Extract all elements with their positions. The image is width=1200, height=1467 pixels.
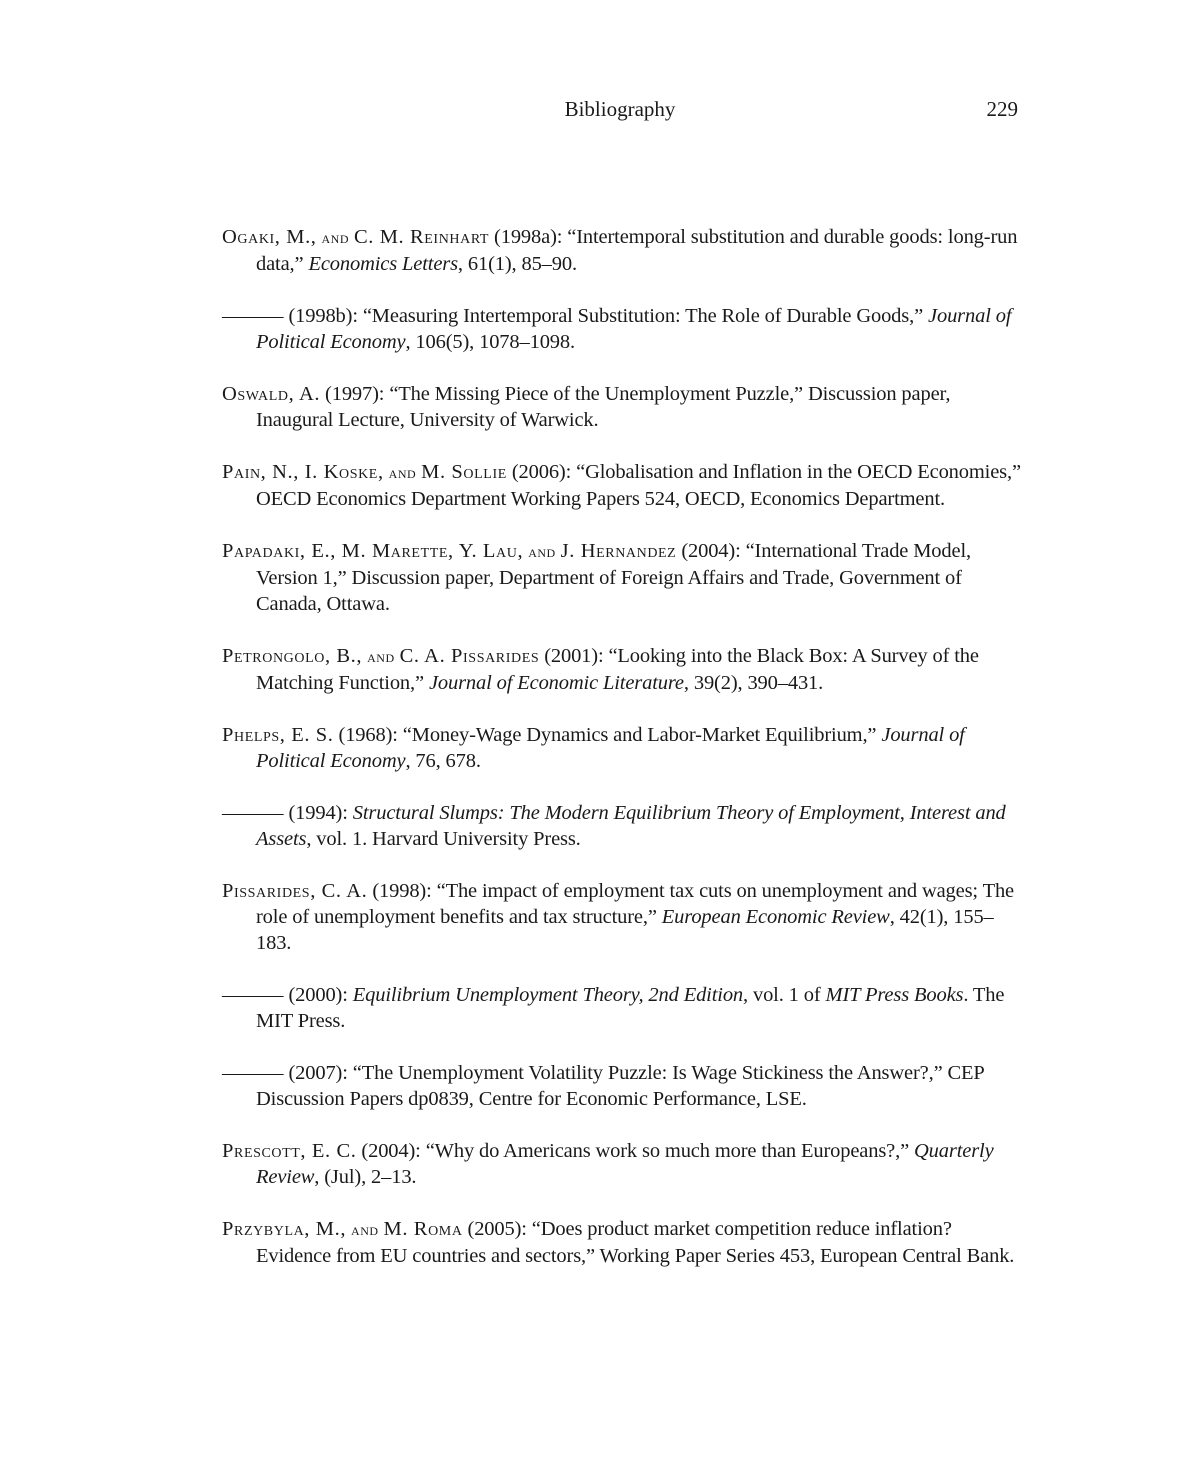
entry-authors: Pissarides, C. A.	[222, 880, 368, 902]
bib-entry-papadaki-2004	[222, 538, 1022, 617]
entry-repeat-dash: ———	[222, 1062, 284, 1084]
entry-text: (2000):	[283, 984, 353, 1006]
entry-and: and	[528, 542, 556, 561]
entry-text: (2006): “Globalisation and Inflation in the OECD Economies,” OECD Economics Department Working Papers 524, OECD, Economics Department.	[256, 461, 1021, 510]
entry-series: MIT Press Books	[825, 984, 964, 1006]
entry-text: (2001): “Looking into the Black Box: A Survey of the Matching Function,”	[256, 645, 979, 694]
entry-authors: J. Hernandez	[560, 540, 677, 562]
entry-text: , vol. 1. Harvard University Press.	[306, 828, 581, 850]
bib-entry-oswald-1997	[222, 381, 1022, 433]
entry-and: and	[367, 647, 395, 666]
entry-text: (1994):	[283, 802, 353, 824]
bib-entry-pain-2006	[222, 459, 1022, 512]
bib-entry-petrongolo-2001	[222, 643, 1022, 696]
entry-authors: M. Roma	[383, 1218, 463, 1240]
entry-and: and	[351, 1220, 379, 1239]
entry-text: (1997): “The Missing Piece of the Unemployment Puzzle,” Discussion paper, Inaugural Lecture, University of Warwick.	[256, 383, 951, 431]
entry-authors: Oswald, A.	[222, 383, 321, 405]
entry-text: , 39(2), 390–431.	[683, 672, 824, 694]
bibliography-list	[222, 224, 1022, 1269]
entry-text: (1998a): “Intertemporal substitution and durable goods: long-run data,”	[256, 226, 1018, 275]
entry-journal: Journal of Political Economy	[256, 305, 1012, 353]
entry-text: (2004): “Why do Americans work so much more than Europeans?,”	[356, 1140, 915, 1162]
entry-text: (1998): “The impact of employment tax cuts on unemployment and wages; The role of unemployment benefits and tax structure,”	[256, 880, 1015, 928]
page-number: 229	[986, 97, 1018, 121]
entry-authors: M. Sollie	[421, 461, 507, 483]
entry-text: , vol. 1 of	[743, 984, 826, 1006]
bib-entry-phelps-1968	[222, 722, 1022, 774]
running-head	[222, 94, 1018, 124]
bib-entry-pissarides-2007	[222, 1060, 1022, 1112]
entry-text: (2004): “International Trade Model, Version 1,” Discussion paper, Department of Foreign Affairs and Trade, Government of Canada, Ottawa.	[256, 540, 971, 615]
bib-entry-przybyla-2005	[222, 1216, 1022, 1269]
running-head-title: Bibliography	[564, 97, 676, 121]
bib-entry-pissarides-1998	[222, 878, 1022, 956]
entry-book-title: Equilibrium Unemployment Theory, 2nd Edition	[352, 984, 744, 1006]
entry-text: , 61(1), 85–90.	[457, 253, 577, 275]
entry-authors: Przybyla, M.,	[222, 1218, 347, 1240]
entry-text: , 76, 678.	[405, 750, 481, 772]
entry-journal: Economics Letters	[308, 253, 458, 275]
bib-entry-ogaki-1998a	[222, 224, 1022, 277]
entry-authors: Pain, N., I. Koske,	[222, 461, 384, 483]
entry-text: (2007): “The Unemployment Volatility Puzzle: Is Wage Stickiness the Answer?,” CEP Discussion Papers dp0839, Centre for Economic Performance, LSE.	[256, 1062, 984, 1110]
entry-journal: Journal of Political Economy	[256, 724, 965, 772]
bib-entry-prescott-2004	[222, 1138, 1022, 1190]
entry-repeat-dash: ———	[222, 984, 284, 1006]
entry-authors: C. M. Reinhart	[354, 226, 490, 248]
entry-authors: Ogaki, M.,	[222, 226, 317, 248]
entry-authors: Petrongolo, B.,	[222, 645, 363, 667]
entry-repeat-dash: ———	[222, 802, 284, 824]
entry-text: . The MIT Press.	[256, 984, 1005, 1032]
entry-journal: Journal of Economic Literature	[428, 672, 684, 694]
entry-text: , (Jul), 2–13.	[314, 1166, 417, 1188]
bib-entry-ogaki-1998b	[222, 303, 1022, 355]
entry-book-title: Structural Slumps: The Modern Equilibrium Theory of Employment, Interest and Assets	[256, 802, 1006, 850]
entry-and: and	[388, 463, 417, 482]
entry-text: (2005): “Does product market competition reduce inflation? Evidence from EU countries and sectors,” Working Paper Series 453, European Central Bank.	[256, 1218, 1015, 1267]
entry-and: and	[321, 228, 350, 247]
entry-authors: Papadaki, E., M. Marette, Y. Lau,	[222, 540, 524, 562]
entry-repeat-dash: ———	[222, 305, 284, 327]
entry-text: (1968): “Money-Wage Dynamics and Labor-Market Equilibrium,”	[333, 724, 882, 746]
entry-authors: Prescott, E. C.	[222, 1140, 357, 1162]
entry-text: (1998b): “Measuring Intertemporal Substitution: The Role of Durable Goods,”	[283, 305, 929, 327]
entry-text: , 42(1), 155–183.	[256, 906, 994, 954]
bib-entry-pissarides-2000	[222, 982, 1022, 1034]
entry-authors: C. A. Pissarides	[399, 645, 540, 667]
entry-journal: European Economic Review	[661, 906, 890, 928]
bib-entry-phelps-1994	[222, 800, 1022, 852]
entry-journal: Quarterly Review	[256, 1140, 994, 1188]
entry-text: , 106(5), 1078–1098.	[405, 331, 575, 353]
entry-authors: Phelps, E. S.	[222, 724, 334, 746]
